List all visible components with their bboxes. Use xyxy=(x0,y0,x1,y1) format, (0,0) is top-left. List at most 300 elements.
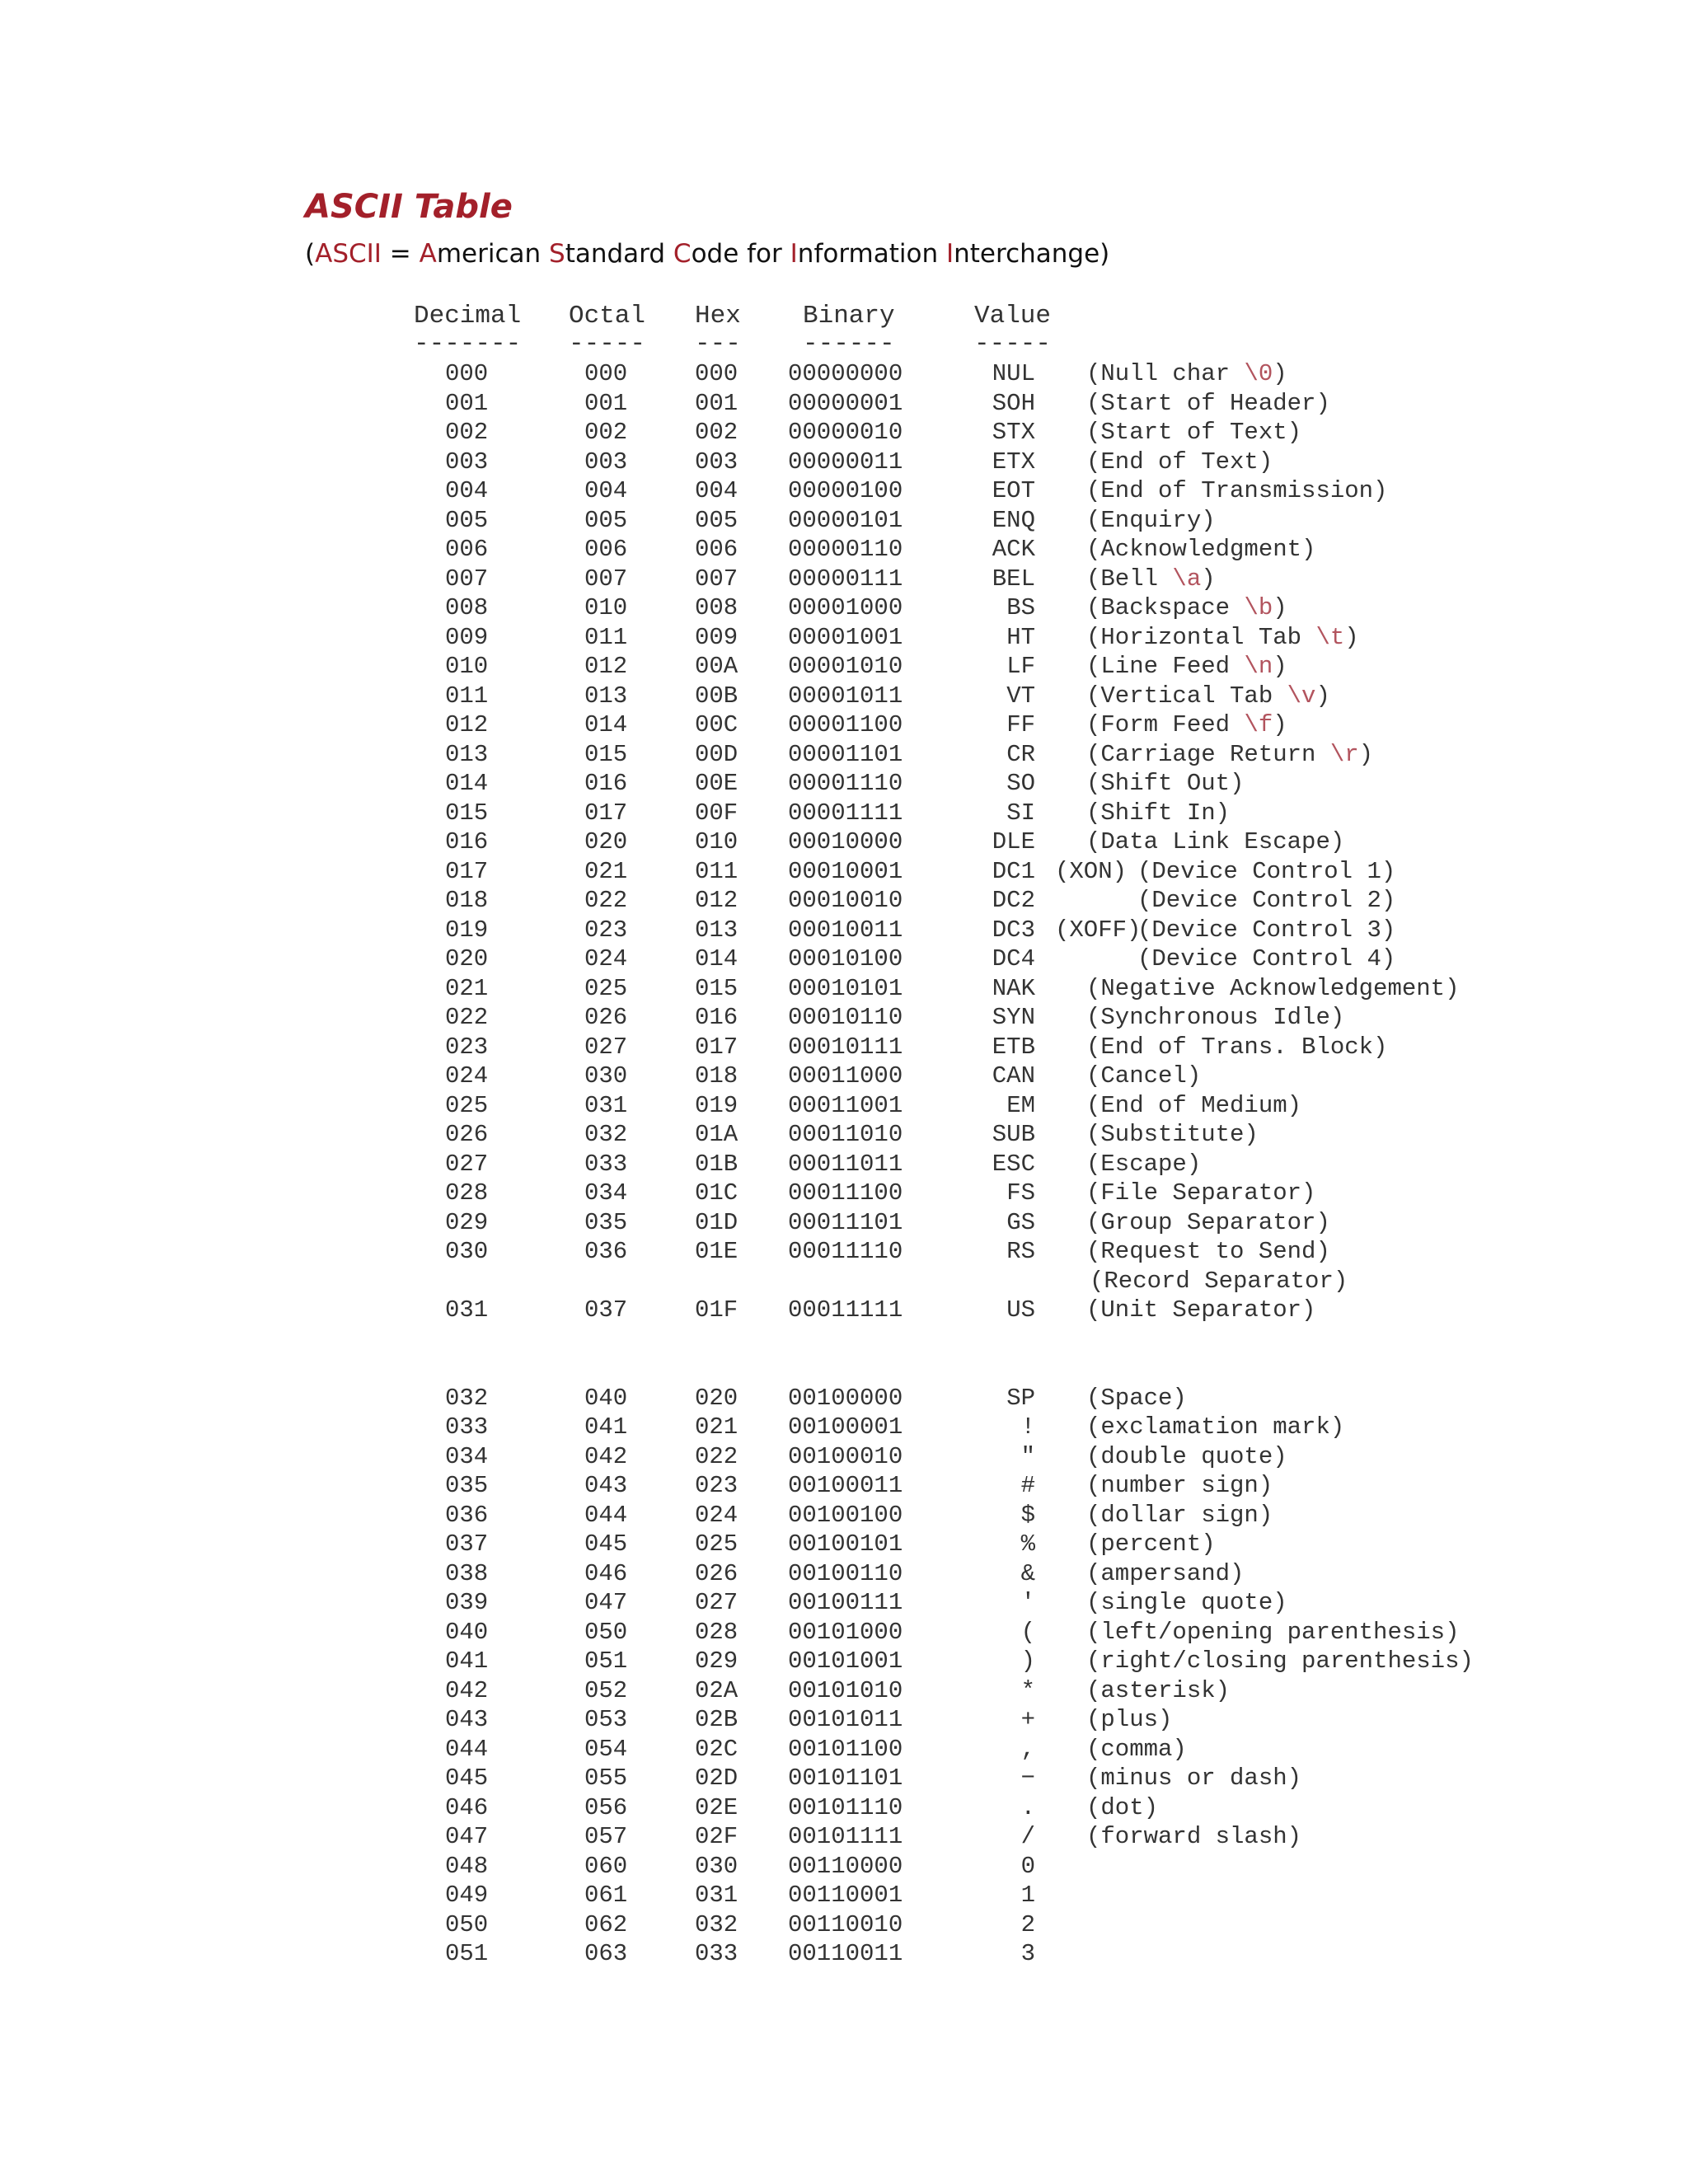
alias-cell xyxy=(1055,944,1141,973)
hex-cell: 019 xyxy=(695,1092,738,1119)
value-cell: DC4 xyxy=(992,945,1035,972)
description-cell xyxy=(1086,1033,1387,1062)
rule-octal: ----- xyxy=(569,330,646,359)
octal-cell: 031 xyxy=(584,1092,628,1119)
binary-cell: 00000100 xyxy=(788,477,903,504)
decimal-cell: 018 xyxy=(445,887,489,914)
description-cell xyxy=(1137,916,1395,944)
description-text: (End of Transmission) xyxy=(1086,477,1388,504)
hex-cell: 014 xyxy=(695,945,738,972)
binary-cell: 00000011 xyxy=(788,448,903,476)
decimal-cell: 046 xyxy=(445,1794,489,1821)
octal-cell: 007 xyxy=(584,565,628,593)
decimal-cell: 045 xyxy=(445,1765,489,1792)
subtitle-initial-s: S xyxy=(549,239,565,269)
description-text: (comma) xyxy=(1086,1736,1187,1763)
description-text: (Substitute) xyxy=(1086,1121,1259,1148)
value-cell: " xyxy=(1020,1443,1035,1470)
binary-cell: 00101000 xyxy=(788,1619,903,1646)
description-cell xyxy=(1086,1413,1344,1441)
octal-cell: 003 xyxy=(584,448,628,476)
decimal-cell: 007 xyxy=(445,565,489,593)
value-cell: ETB xyxy=(992,1033,1035,1061)
octal-cell: 002 xyxy=(584,419,628,446)
description-text: (dollar sign) xyxy=(1086,1502,1273,1529)
description-close: ) xyxy=(1315,682,1330,710)
description-cell xyxy=(1086,1296,1315,1324)
subtitle-word-information: nformation xyxy=(797,239,946,269)
subtitle-initial-i: I xyxy=(790,239,798,269)
hex-cell: 007 xyxy=(695,565,738,593)
value-cell: SO xyxy=(1006,770,1035,797)
hex-cell: 01E xyxy=(695,1238,738,1265)
description-text: (Enquiry) xyxy=(1086,507,1216,534)
octal-cell: 004 xyxy=(584,477,628,504)
hex-cell: 00B xyxy=(695,682,738,710)
octal-cell: 037 xyxy=(584,1296,628,1324)
description-text: (Data Link Escape) xyxy=(1086,828,1345,855)
description-close: ) xyxy=(1273,360,1287,387)
description-cell xyxy=(1086,1179,1315,1207)
value-cell: / xyxy=(1020,1823,1035,1850)
hex-cell: 01B xyxy=(695,1151,738,1178)
decimal-cell: 026 xyxy=(445,1121,489,1148)
hex-cell: 02A xyxy=(695,1677,738,1704)
octal-cell: 054 xyxy=(584,1736,628,1763)
decimal-cell: 041 xyxy=(445,1647,489,1675)
value-cell: NAK xyxy=(992,975,1035,1002)
binary-cell: 00101010 xyxy=(788,1677,903,1704)
hex-cell: 029 xyxy=(695,1647,738,1675)
rule-hex: --- xyxy=(695,330,741,359)
description-text: (number sign) xyxy=(1086,1472,1273,1499)
hex-cell: 01C xyxy=(695,1179,738,1207)
description-text: (Device Control 4) xyxy=(1137,945,1396,972)
octal-cell: 035 xyxy=(584,1209,628,1236)
decimal-cell: 003 xyxy=(445,448,489,476)
value-cell: SUB xyxy=(992,1121,1035,1148)
description-text: (Space) xyxy=(1086,1385,1187,1412)
alias-cell: (XOFF) xyxy=(1055,916,1142,944)
hex-cell: 011 xyxy=(695,858,738,885)
binary-cell: 00000110 xyxy=(788,536,903,563)
hex-cell: 01F xyxy=(695,1296,738,1324)
binary-cell: 00011101 xyxy=(788,1209,903,1236)
octal-cell: 021 xyxy=(584,858,628,885)
description-cell xyxy=(1086,623,1359,652)
value-cell: HT xyxy=(1006,624,1035,651)
hex-cell: 027 xyxy=(695,1589,738,1616)
hex-cell: 008 xyxy=(695,594,738,621)
decimal-cell: 029 xyxy=(445,1209,489,1236)
description-cell xyxy=(1086,1471,1273,1500)
octal-cell: 027 xyxy=(584,1033,628,1061)
value-cell: DLE xyxy=(992,828,1035,855)
value-cell: + xyxy=(1020,1706,1035,1733)
description-cell xyxy=(1086,1384,1187,1413)
octal-cell: 022 xyxy=(584,887,628,914)
description-cell xyxy=(1086,1676,1230,1705)
binary-cell: 00110010 xyxy=(788,1911,903,1938)
octal-cell: 063 xyxy=(584,1940,628,1967)
octal-cell: 045 xyxy=(584,1530,628,1558)
description-text: (Device Control 2) xyxy=(1137,887,1396,914)
description-cell xyxy=(1086,1647,1474,1675)
hex-cell: 013 xyxy=(695,916,738,944)
value-cell: 0 xyxy=(1020,1853,1035,1880)
binary-cell: 00010100 xyxy=(788,945,903,972)
description-cell xyxy=(1086,1150,1201,1179)
hex-cell: 010 xyxy=(695,828,738,855)
description-cell xyxy=(1086,418,1301,447)
value-cell: US xyxy=(1006,1296,1035,1324)
description-cell xyxy=(1086,682,1330,710)
octal-cell: 061 xyxy=(584,1882,628,1909)
value-cell: $ xyxy=(1020,1502,1035,1529)
octal-cell: 011 xyxy=(584,624,628,651)
value-cell: 2 xyxy=(1020,1911,1035,1938)
hex-cell: 025 xyxy=(695,1530,738,1558)
hex-cell: 02B xyxy=(695,1706,738,1733)
hex-cell: 023 xyxy=(695,1472,738,1499)
value-cell: & xyxy=(1020,1560,1035,1587)
binary-cell: 00001011 xyxy=(788,682,903,710)
hex-cell: 02E xyxy=(695,1794,738,1821)
header-hex: Hex xyxy=(695,302,741,330)
value-cell: SYN xyxy=(992,1004,1035,1031)
decimal-cell: 040 xyxy=(445,1619,489,1646)
description-text: (End of Text) xyxy=(1086,448,1273,476)
decimal-cell: 021 xyxy=(445,975,489,1002)
description-cell xyxy=(1086,1793,1158,1822)
description-cell xyxy=(1137,857,1395,886)
hex-cell: 00D xyxy=(695,741,738,768)
decimal-cell: 005 xyxy=(445,507,489,534)
binary-cell: 00001010 xyxy=(788,653,903,680)
subtitle-equals: = xyxy=(381,239,420,269)
description-text: (Carriage Return xyxy=(1086,741,1330,768)
binary-cell: 00001111 xyxy=(788,799,903,827)
binary-cell: 00110001 xyxy=(788,1882,903,1909)
octal-cell: 006 xyxy=(584,536,628,563)
hex-cell: 021 xyxy=(695,1413,738,1441)
binary-cell: 00000101 xyxy=(788,507,903,534)
value-cell: # xyxy=(1020,1472,1035,1499)
hex-cell: 004 xyxy=(695,477,738,504)
decimal-cell: 012 xyxy=(445,711,489,738)
decimal-cell: 004 xyxy=(445,477,489,504)
binary-cell: 00100100 xyxy=(788,1502,903,1529)
hex-cell: 031 xyxy=(695,1882,738,1909)
octal-cell: 056 xyxy=(584,1794,628,1821)
subtitle-word-interchange: nterchange xyxy=(954,239,1100,269)
decimal-cell: 024 xyxy=(445,1062,489,1090)
octal-cell: 055 xyxy=(584,1765,628,1792)
description-text: (asterisk) xyxy=(1086,1677,1231,1704)
binary-cell: 00011000 xyxy=(788,1062,903,1090)
description-text: (Unit Separator) xyxy=(1086,1296,1316,1324)
description-cell xyxy=(1086,535,1315,564)
subtitle-initial-c: C xyxy=(673,239,692,269)
hex-cell: 030 xyxy=(695,1853,738,1880)
decimal-cell: 036 xyxy=(445,1502,489,1529)
octal-cell: 000 xyxy=(584,360,628,387)
value-cell: RS xyxy=(1006,1238,1035,1265)
decimal-cell: 016 xyxy=(445,828,489,855)
decimal-cell: 051 xyxy=(445,1940,489,1967)
value-cell: SP xyxy=(1006,1385,1035,1412)
decimal-cell: 008 xyxy=(445,594,489,621)
description-cell xyxy=(1086,710,1287,739)
value-cell: VT xyxy=(1006,682,1035,710)
header-decimal: Decimal xyxy=(414,302,522,330)
octal-cell: 030 xyxy=(584,1062,628,1090)
subtitle-close: ) xyxy=(1100,239,1110,269)
description-text: (Horizontal Tab xyxy=(1086,624,1316,651)
value-cell: 1 xyxy=(1020,1882,1035,1909)
value-cell: DC1 xyxy=(992,858,1035,885)
binary-cell: 00100101 xyxy=(788,1530,903,1558)
binary-cell: 00000111 xyxy=(788,565,903,593)
value-cell: ETX xyxy=(992,448,1035,476)
value-cell: SI xyxy=(1006,799,1035,827)
hex-cell: 015 xyxy=(695,975,738,1002)
hex-cell: 033 xyxy=(695,1940,738,1967)
description-cell xyxy=(1086,1764,1301,1793)
description-cell xyxy=(1086,1003,1344,1032)
value-cell: ACK xyxy=(992,536,1035,563)
description-text: (Acknowledgment) xyxy=(1086,536,1316,563)
hex-cell: 028 xyxy=(695,1619,738,1646)
description-cell xyxy=(1086,652,1287,681)
decimal-cell: 015 xyxy=(445,799,489,827)
description-cell xyxy=(1086,1237,1330,1266)
binary-cell: 00100011 xyxy=(788,1472,903,1499)
description-text: (Device Control 1) xyxy=(1137,858,1396,885)
binary-cell: 00000001 xyxy=(788,390,903,417)
binary-cell: 00010111 xyxy=(788,1033,903,1061)
description-cell xyxy=(1086,827,1344,856)
escape-sequence: \t xyxy=(1315,624,1345,651)
decimal-cell: 009 xyxy=(445,624,489,651)
value-cell: EOT xyxy=(992,477,1035,504)
description-close: ) xyxy=(1273,594,1287,621)
description-text: (Escape) xyxy=(1086,1151,1202,1178)
description-text: (Start of Text) xyxy=(1086,419,1302,446)
description-cell xyxy=(1086,506,1216,535)
decimal-cell: 039 xyxy=(445,1589,489,1616)
binary-cell: 00100000 xyxy=(788,1385,903,1412)
octal-cell: 053 xyxy=(584,1706,628,1733)
hex-cell: 00F xyxy=(695,799,738,827)
value-cell: − xyxy=(1020,1765,1035,1792)
description-cell xyxy=(1086,1501,1273,1530)
octal-cell: 020 xyxy=(584,828,628,855)
description-cell xyxy=(1086,359,1287,388)
description-cell xyxy=(1086,1091,1301,1120)
octal-cell: 024 xyxy=(584,945,628,972)
description-cell xyxy=(1086,974,1459,1003)
description-text: (Bell xyxy=(1086,565,1173,593)
description-cell xyxy=(1086,740,1373,769)
escape-sequence: \v xyxy=(1287,682,1316,710)
decimal-cell: 042 xyxy=(445,1677,489,1704)
value-cell: 3 xyxy=(1020,1940,1035,1967)
octal-cell: 026 xyxy=(584,1004,628,1031)
hex-cell: 022 xyxy=(695,1443,738,1470)
hex-cell: 009 xyxy=(695,624,738,651)
hex-cell: 02C xyxy=(695,1736,738,1763)
octal-cell: 047 xyxy=(584,1589,628,1616)
binary-cell: 00101001 xyxy=(788,1647,903,1675)
octal-cell: 060 xyxy=(584,1853,628,1880)
description-text: (percent) xyxy=(1086,1530,1216,1558)
description-text: (Backspace xyxy=(1086,594,1245,621)
decimal-cell: 047 xyxy=(445,1823,489,1850)
hex-cell: 002 xyxy=(695,419,738,446)
decimal-cell: 037 xyxy=(445,1530,489,1558)
binary-cell: 00011001 xyxy=(788,1092,903,1119)
description-cell xyxy=(1086,448,1273,476)
description-text: (plus) xyxy=(1086,1706,1173,1733)
binary-cell: 00000000 xyxy=(788,360,903,387)
rule-decimal: ------- xyxy=(414,330,522,359)
binary-cell: 00001101 xyxy=(788,741,903,768)
description-text: (right/closing parenthesis) xyxy=(1086,1647,1474,1675)
description-cell xyxy=(1086,1705,1172,1734)
header-value: Value xyxy=(974,302,1052,330)
description-text: (single quote) xyxy=(1086,1589,1287,1616)
octal-cell: 005 xyxy=(584,507,628,534)
binary-cell: 00100110 xyxy=(788,1560,903,1587)
description-cell xyxy=(1137,944,1395,973)
hex-cell: 016 xyxy=(695,1004,738,1031)
hex-cell: 001 xyxy=(695,390,738,417)
description-text: (File Separator) xyxy=(1086,1179,1316,1207)
octal-cell: 023 xyxy=(584,916,628,944)
description-text: (Device Control 3) xyxy=(1137,916,1396,944)
description-text: (Shift In) xyxy=(1086,799,1231,827)
description-cell xyxy=(1086,593,1287,622)
description-text: (Form Feed xyxy=(1086,711,1245,738)
hex-cell: 01A xyxy=(695,1121,738,1148)
escape-sequence: \b xyxy=(1244,594,1273,621)
description-text: (End of Trans. Block) xyxy=(1086,1033,1388,1061)
alias-cell xyxy=(1055,886,1141,915)
decimal-cell: 011 xyxy=(445,682,489,710)
hex-cell: 005 xyxy=(695,507,738,534)
value-cell: DC2 xyxy=(992,887,1035,914)
escape-sequence: \0 xyxy=(1244,360,1273,387)
binary-cell: 00010000 xyxy=(788,828,903,855)
hex-cell: 01D xyxy=(695,1209,738,1236)
description-cell xyxy=(1086,1735,1187,1764)
decimal-cell: 049 xyxy=(445,1882,489,1909)
value-cell: , xyxy=(1020,1736,1035,1763)
hex-cell: 017 xyxy=(695,1033,738,1061)
subtitle-initial-a: A xyxy=(419,239,437,269)
value-cell: EM xyxy=(1006,1092,1035,1119)
description-close: ) xyxy=(1273,653,1287,680)
binary-cell: 00010011 xyxy=(788,916,903,944)
octal-cell: 051 xyxy=(584,1647,628,1675)
binary-cell: 00100010 xyxy=(788,1443,903,1470)
header-binary: Binary xyxy=(803,302,895,330)
description-cell xyxy=(1086,1559,1244,1588)
decimal-cell: 027 xyxy=(445,1151,489,1178)
description-text: (Group Separator) xyxy=(1086,1209,1330,1236)
decimal-cell: 000 xyxy=(445,360,489,387)
octal-cell: 010 xyxy=(584,594,628,621)
escape-sequence: \f xyxy=(1244,711,1273,738)
hex-cell: 026 xyxy=(695,1560,738,1587)
decimal-cell: 038 xyxy=(445,1560,489,1587)
binary-cell: 00010010 xyxy=(788,887,903,914)
description-text: (double quote) xyxy=(1086,1443,1287,1470)
decimal-cell: 020 xyxy=(445,945,489,972)
octal-cell: 016 xyxy=(584,770,628,797)
binary-cell: 00010101 xyxy=(788,975,903,1002)
description-cell xyxy=(1086,1120,1259,1149)
binary-cell: 00011010 xyxy=(788,1121,903,1148)
value-cell: ' xyxy=(1020,1589,1035,1616)
description-cell xyxy=(1086,476,1387,505)
description-text: (Request to Send) xyxy=(1086,1238,1330,1265)
decimal-cell: 010 xyxy=(445,653,489,680)
octal-cell: 032 xyxy=(584,1121,628,1148)
value-cell: SOH xyxy=(992,390,1035,417)
header-octal: Octal xyxy=(569,302,646,330)
alias-cell: (XON) xyxy=(1055,858,1142,885)
octal-cell: 057 xyxy=(584,1823,628,1850)
octal-cell: 043 xyxy=(584,1472,628,1499)
binary-cell: 00110000 xyxy=(788,1853,903,1880)
octal-cell: 001 xyxy=(584,390,628,417)
decimal-cell: 014 xyxy=(445,770,489,797)
description-text: (Start of Header) xyxy=(1086,390,1330,417)
binary-cell: 00101100 xyxy=(788,1736,903,1763)
decimal-cell: 006 xyxy=(445,536,489,563)
decimal-cell: 048 xyxy=(445,1853,489,1880)
octal-cell: 050 xyxy=(584,1619,628,1646)
hex-cell: 02F xyxy=(695,1823,738,1850)
decimal-cell: 043 xyxy=(445,1706,489,1733)
decimal-cell: 017 xyxy=(445,858,489,885)
description-cell xyxy=(1086,1208,1330,1237)
decimal-cell: 031 xyxy=(445,1296,489,1324)
description-text: (exclamation mark) xyxy=(1086,1413,1345,1441)
description-cell xyxy=(1086,565,1216,593)
hex-cell: 00E xyxy=(695,770,738,797)
value-cell: FF xyxy=(1006,711,1035,738)
subtitle-initial-i2: I xyxy=(945,239,954,269)
description-close: ) xyxy=(1344,624,1359,651)
description-close: ) xyxy=(1201,565,1216,593)
binary-cell: 00100111 xyxy=(788,1589,903,1616)
value-cell: STX xyxy=(992,419,1035,446)
subtitle-word-american: merican xyxy=(436,239,550,269)
hex-cell: 024 xyxy=(695,1502,738,1529)
octal-cell: 046 xyxy=(584,1560,628,1587)
description-close: ) xyxy=(1273,711,1287,738)
binary-cell: 00010110 xyxy=(788,1004,903,1031)
octal-cell: 012 xyxy=(584,653,628,680)
description-text: (End of Medium) xyxy=(1086,1092,1302,1119)
rule-value: ----- xyxy=(974,330,1052,359)
hex-cell: 00C xyxy=(695,711,738,738)
value-cell: ( xyxy=(1020,1619,1035,1646)
binary-cell: 00011110 xyxy=(788,1238,903,1265)
